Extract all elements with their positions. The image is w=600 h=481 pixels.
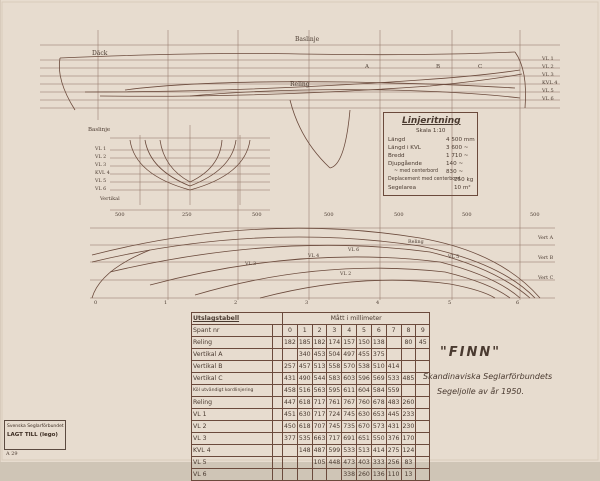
wl-2-label: VL 2 xyxy=(542,64,554,70)
row-name: Köl utvändigt kordlinjering xyxy=(192,385,273,397)
table-cell: 170 xyxy=(401,433,416,445)
row-name: VL 2 xyxy=(192,421,273,433)
table-cell xyxy=(416,469,430,481)
table-cell: 136 xyxy=(371,469,386,481)
table-cell xyxy=(297,457,312,469)
table-cell: 663 xyxy=(312,433,327,445)
table-cell: 569 xyxy=(371,373,386,385)
table-cell: 767 xyxy=(342,397,357,409)
hb-vl2-label: VL 2 xyxy=(340,272,352,277)
table-cell: 533 xyxy=(342,445,357,457)
table-cell: 230 xyxy=(401,421,416,433)
section-b-label: B xyxy=(436,64,441,70)
spec-row-4-val: 830 ~ xyxy=(446,169,464,175)
table-cell: 535 xyxy=(297,433,312,445)
table-cell: 735 xyxy=(342,421,357,433)
table-cell: 760 xyxy=(357,397,372,409)
col-header: 6 xyxy=(371,325,386,337)
table-cell: 174 xyxy=(327,337,342,349)
wl-1-label: VL 1 xyxy=(542,56,554,62)
wl-5-label: VL 5 xyxy=(542,88,554,94)
table-row xyxy=(192,385,430,397)
table-cell: 563 xyxy=(312,385,327,397)
table-cell xyxy=(297,469,312,481)
section-c-label: C xyxy=(478,64,483,70)
table-cell xyxy=(416,445,430,457)
station-4: 4 xyxy=(376,300,380,306)
offsets-table xyxy=(191,312,430,481)
table-cell: 447 xyxy=(283,397,298,409)
col-header: 3 xyxy=(327,325,342,337)
row-unit xyxy=(273,433,283,445)
table-cell: 80 xyxy=(401,337,416,349)
table-cell: 150 xyxy=(357,337,372,349)
table-header-row xyxy=(192,325,430,337)
dim-label-6: 500 xyxy=(462,212,472,218)
wl-3-label: VL 3 xyxy=(542,72,554,78)
row-name: VL 5 xyxy=(192,457,273,469)
table-cell xyxy=(416,385,430,397)
table-body xyxy=(192,337,430,481)
table-cell: 376 xyxy=(386,433,401,445)
table-cell: 340 xyxy=(297,349,312,361)
col-header: 0 xyxy=(283,325,298,337)
dim-label-7: 500 xyxy=(530,212,540,218)
spec-row-3-val: 140 ~ xyxy=(446,161,464,167)
table-cell: 182 xyxy=(283,337,298,349)
row-name: VL 6 xyxy=(192,469,273,481)
spec-row-2-val: 1 710 ~ xyxy=(446,153,469,159)
table-row xyxy=(192,469,430,481)
hb-reling-label: Reling xyxy=(408,240,424,245)
row-unit xyxy=(273,349,283,361)
spec-row-3-key: Djupgående xyxy=(388,161,422,167)
table-cell: 431 xyxy=(386,421,401,433)
table-cell: 583 xyxy=(327,373,342,385)
table-row xyxy=(192,337,430,349)
table-cell: 45 xyxy=(416,337,430,349)
row-unit xyxy=(273,373,283,385)
table-cell: 544 xyxy=(312,373,327,385)
table-cell: 448 xyxy=(327,457,342,469)
table-cell: 599 xyxy=(327,445,342,457)
col-header: 2 xyxy=(312,325,327,337)
col-header: 8 xyxy=(401,325,416,337)
table-cell: 510 xyxy=(371,361,386,373)
stamp-line-1: Svenska Seglarförbundet xyxy=(7,424,64,429)
table-cell: 83 xyxy=(401,457,416,469)
spec-row-6-key: Segelarea xyxy=(388,185,417,191)
row-name: VL 3 xyxy=(192,433,273,445)
organization: Skandinaviska Seglarförbundets xyxy=(423,372,553,381)
table-cell: 105 xyxy=(312,457,327,469)
table-cell xyxy=(416,421,430,433)
row-name: KVL 4 xyxy=(192,445,273,457)
table-cell: 513 xyxy=(312,361,327,373)
station-1: 1 xyxy=(164,300,168,306)
spec-row-5-val: 250 kg xyxy=(454,177,474,183)
bodyplan-vl5-label: VL 5 xyxy=(95,179,107,184)
section-a-label: A xyxy=(365,64,369,70)
row-unit xyxy=(273,385,283,397)
table-cell: 538 xyxy=(357,361,372,373)
spec-row-0-val: 4 500 mm xyxy=(446,137,475,143)
table-cell xyxy=(416,433,430,445)
table-cell xyxy=(386,349,401,361)
station-2: 2 xyxy=(234,300,238,306)
table-cell: 558 xyxy=(327,361,342,373)
table-cell xyxy=(386,337,401,349)
row-name: Vertikal B xyxy=(192,361,273,373)
bodyplan-kvl4-label: KVL 4 xyxy=(95,171,110,176)
table-cell: 414 xyxy=(386,361,401,373)
spec-row-4-key: ~ med centerbord xyxy=(394,169,439,174)
table-cell: 338 xyxy=(342,469,357,481)
table-cell: 138 xyxy=(371,337,386,349)
table-cell: 458 xyxy=(283,385,298,397)
dim-label-3: 500 xyxy=(252,212,262,218)
table-cell: 533 xyxy=(386,373,401,385)
table-cell: 257 xyxy=(283,361,298,373)
vert-c-label: Vert C xyxy=(538,276,554,281)
dim-label-5: 500 xyxy=(394,212,404,218)
table-cell xyxy=(401,361,416,373)
col-header: 4 xyxy=(342,325,357,337)
table-cell: 497 xyxy=(342,349,357,361)
table-cell xyxy=(416,457,430,469)
body-plan xyxy=(110,125,270,210)
table-cell: 504 xyxy=(327,349,342,361)
table-cell xyxy=(327,469,342,481)
spec-row-1-val: 3 600 ~ xyxy=(446,145,469,151)
table-row xyxy=(192,457,430,469)
dim-label-4: 500 xyxy=(324,212,334,218)
table-cell: 653 xyxy=(371,409,386,421)
table-cell: 651 xyxy=(357,433,372,445)
row-unit xyxy=(273,469,283,481)
spant-label: Spant nr xyxy=(192,325,273,337)
row-name: Vertikal C xyxy=(192,373,273,385)
table-cell xyxy=(283,457,298,469)
table-cell xyxy=(416,361,430,373)
table-cell: 761 xyxy=(327,397,342,409)
table-cell xyxy=(416,409,430,421)
table-cell: 457 xyxy=(297,361,312,373)
table-row xyxy=(192,373,430,385)
table-cell: 570 xyxy=(342,361,357,373)
row-name: Vertikal A xyxy=(192,349,273,361)
row-unit xyxy=(273,457,283,469)
table-row xyxy=(192,433,430,445)
table-subtitle: Mått i millimeter xyxy=(283,313,430,325)
col-header: 1 xyxy=(297,325,312,337)
table-cell: 573 xyxy=(371,421,386,433)
table-cell: 745 xyxy=(327,421,342,433)
vert-b-label: Vert B xyxy=(538,256,554,261)
table-cell xyxy=(312,469,327,481)
table-cell: 678 xyxy=(371,397,386,409)
vertikal-label: Vertikal xyxy=(100,196,120,202)
spec-row-6-val: 10 m² xyxy=(454,185,471,191)
spec-row-5-key: Deplacement med centerbord xyxy=(388,177,461,182)
table-cell: 691 xyxy=(342,433,357,445)
table-cell xyxy=(401,385,416,397)
table-cell: 717 xyxy=(312,409,327,421)
station-6: 6 xyxy=(516,300,520,306)
deck-label: Däck xyxy=(92,50,108,57)
half-breadth-plan xyxy=(90,228,555,298)
table-cell: 450 xyxy=(283,421,298,433)
description: Segeljolle av år 1950. xyxy=(437,387,525,396)
table-cell: 485 xyxy=(401,373,416,385)
table-cell: 403 xyxy=(357,457,372,469)
row-unit xyxy=(273,361,283,373)
table-cell: 185 xyxy=(297,337,312,349)
table-cell: 618 xyxy=(297,397,312,409)
spec-row-2-key: Bredd xyxy=(388,153,405,159)
col-header: 7 xyxy=(386,325,401,337)
table-cell: 596 xyxy=(357,373,372,385)
table-title-row xyxy=(192,313,430,325)
table-cell xyxy=(283,445,298,457)
table-title: Utslagstabell xyxy=(192,313,283,325)
wl-6-label: VL 6 xyxy=(542,96,554,102)
table-cell: 453 xyxy=(312,349,327,361)
dim-label-2: 250 xyxy=(182,212,192,218)
hb-vl3-label: VL 3 xyxy=(245,262,257,267)
row-name: Reling xyxy=(192,397,273,409)
station-3: 3 xyxy=(305,300,309,306)
hb-vl4-label: VL 4 xyxy=(308,254,320,259)
col-header: 9 xyxy=(416,325,430,337)
station-0: 0 xyxy=(94,300,98,306)
table-cell xyxy=(283,349,298,361)
spec-title: Linjeritning xyxy=(402,116,461,126)
table-cell: 550 xyxy=(371,433,386,445)
table-cell: 717 xyxy=(312,397,327,409)
vert-a-label: Vert A xyxy=(538,236,554,241)
baseline-label: Baslinje xyxy=(295,36,320,43)
bodyplan-baseline-label: Baslinje xyxy=(88,127,111,133)
table-cell: 451 xyxy=(283,409,298,421)
archive-stamp xyxy=(4,420,66,450)
table-row xyxy=(192,409,430,421)
table-cell: 490 xyxy=(297,373,312,385)
reling-label: Reling xyxy=(290,81,310,88)
row-unit xyxy=(273,397,283,409)
table-row xyxy=(192,397,430,409)
table-cell: 157 xyxy=(342,337,357,349)
table-cell: 275 xyxy=(386,445,401,457)
table-cell: 487 xyxy=(312,445,327,457)
station-5: 5 xyxy=(448,300,452,306)
table-cell xyxy=(416,349,430,361)
table-row xyxy=(192,361,430,373)
table-cell: 717 xyxy=(327,433,342,445)
row-name: VL 1 xyxy=(192,409,273,421)
profile-grid xyxy=(40,30,560,300)
bodyplan-vl3-label: VL 3 xyxy=(95,163,107,168)
table-cell: 414 xyxy=(371,445,386,457)
spec-scale: Skala 1:10 xyxy=(416,128,446,134)
boat-name: "FINN" xyxy=(440,345,502,360)
table-cell: 559 xyxy=(386,385,401,397)
table-cell: 604 xyxy=(357,385,372,397)
spec-row-0-key: Längd xyxy=(388,137,406,143)
wl-4-label: KVL 4 xyxy=(542,80,558,86)
table-cell xyxy=(401,349,416,361)
table-cell: 745 xyxy=(342,409,357,421)
table-cell xyxy=(283,469,298,481)
table-cell: 630 xyxy=(357,409,372,421)
row-name: Reling xyxy=(192,337,273,349)
table-cell: 483 xyxy=(386,397,401,409)
sheet-number: A 29 xyxy=(6,451,18,457)
table-cell xyxy=(416,397,430,409)
table-cell: 445 xyxy=(386,409,401,421)
spec-box xyxy=(383,112,478,196)
dim-label-1: 500 xyxy=(115,212,125,218)
bodyplan-vl2-label: VL 2 xyxy=(95,155,107,160)
table-cell: 473 xyxy=(342,457,357,469)
table-cell: 595 xyxy=(327,385,342,397)
bodyplan-vl6-label: VL 6 xyxy=(95,187,107,192)
table-cell: 724 xyxy=(327,409,342,421)
row-unit xyxy=(273,409,283,421)
row-unit xyxy=(273,421,283,433)
row-unit xyxy=(273,337,283,349)
table-cell: 260 xyxy=(401,397,416,409)
table-row xyxy=(192,349,430,361)
table-cell: 333 xyxy=(371,457,386,469)
table-row xyxy=(192,421,430,433)
table-cell: 148 xyxy=(297,445,312,457)
table-cell: 584 xyxy=(371,385,386,397)
table-cell: 455 xyxy=(357,349,372,361)
table-cell: 431 xyxy=(283,373,298,385)
table-cell: 630 xyxy=(297,409,312,421)
table-cell: 375 xyxy=(371,349,386,361)
table-cell: 182 xyxy=(312,337,327,349)
table-cell: 256 xyxy=(386,457,401,469)
table-cell: 13 xyxy=(401,469,416,481)
table-cell: 233 xyxy=(401,409,416,421)
table-cell: 603 xyxy=(342,373,357,385)
table-cell: 124 xyxy=(401,445,416,457)
spec-row-1-key: Längd i KVL xyxy=(388,145,421,151)
table-cell: 618 xyxy=(297,421,312,433)
hb-vl6-label: VL 6 xyxy=(348,248,360,253)
col-header: 5 xyxy=(357,325,372,337)
table-row xyxy=(192,445,430,457)
table-cell: 513 xyxy=(357,445,372,457)
row-unit xyxy=(273,445,283,457)
table-cell: 377 xyxy=(283,433,298,445)
table-cell: 611 xyxy=(342,385,357,397)
hb-vl5-label: VL 5 xyxy=(448,255,460,260)
bodyplan-vl1-label: VL 1 xyxy=(95,147,107,152)
table-cell: 110 xyxy=(386,469,401,481)
table-cell: 707 xyxy=(312,421,327,433)
stamp-line-2: LAGT TILL (lego) xyxy=(7,432,58,438)
table-cell: 516 xyxy=(297,385,312,397)
table-cell: 260 xyxy=(357,469,372,481)
table-cell: 670 xyxy=(357,421,372,433)
